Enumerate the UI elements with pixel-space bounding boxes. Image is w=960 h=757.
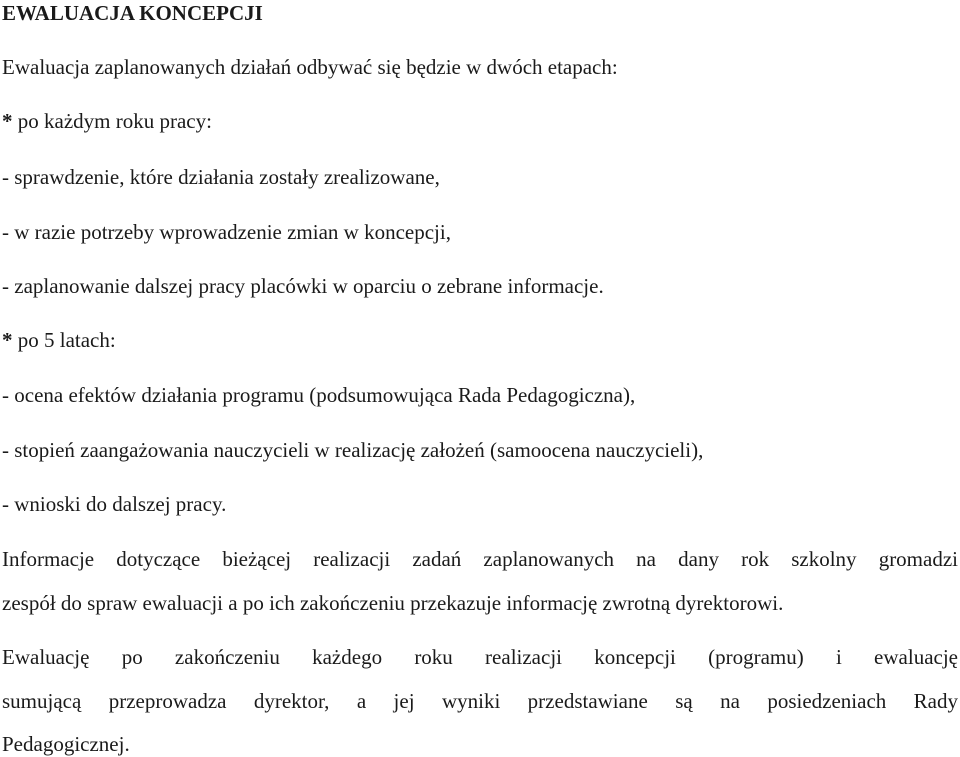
paragraph-line: Informacje dotyczące bieżącej realizacji zadań zaplanowanych na dany rok szkolny gromadzi <box>2 547 958 571</box>
stage1-item: - sprawdzenie, które działania zostały zrealizowane, <box>2 165 440 189</box>
stage2-item: - ocena efektów działania programu (podsumowująca Rada Pedagogiczna), <box>2 383 636 407</box>
paragraph-line: sumującą przeprowadza dyrektor, a jej wyniki przedstawiane są na posiedzeniach Rady <box>2 689 958 713</box>
stage2-item: - stopień zaangażowania nauczycieli w realizację założeń (samoocena nauczycieli), <box>2 438 704 462</box>
stage2-header <box>2 327 116 353</box>
stage2-label: po 5 latach: <box>12 328 116 352</box>
intro-text: Ewaluacja zaplanowanych działań odbywać się będzie w dwóch etapach: <box>2 55 618 79</box>
stage1-marker: * <box>2 109 13 133</box>
paragraph-line: Pedagogicznej. <box>2 732 130 756</box>
stage2-item: - wnioski do dalszej pracy. <box>2 492 227 516</box>
paragraph-line: zespół do spraw ewaluacji a po ich zakończeniu przekazuje informację zwrotną dyrektorowi. <box>2 591 784 615</box>
stage2-marker: * <box>2 328 13 352</box>
stage1-item: - w razie potrzeby wprowadzenie zmian w koncepcji, <box>2 220 451 244</box>
document-heading: EWALUACJA KONCEPCJI <box>2 1 263 25</box>
paragraph-line: Ewaluację po zakończeniu każdego roku realizacji koncepcji (programu) i ewaluację <box>2 645 958 669</box>
stage1-item: - zaplanowanie dalszej pracy placówki w oparciu o zebrane informacje. <box>2 274 604 298</box>
stage1-label: po każdym roku pracy: <box>12 109 212 133</box>
stage1-header <box>2 108 212 134</box>
